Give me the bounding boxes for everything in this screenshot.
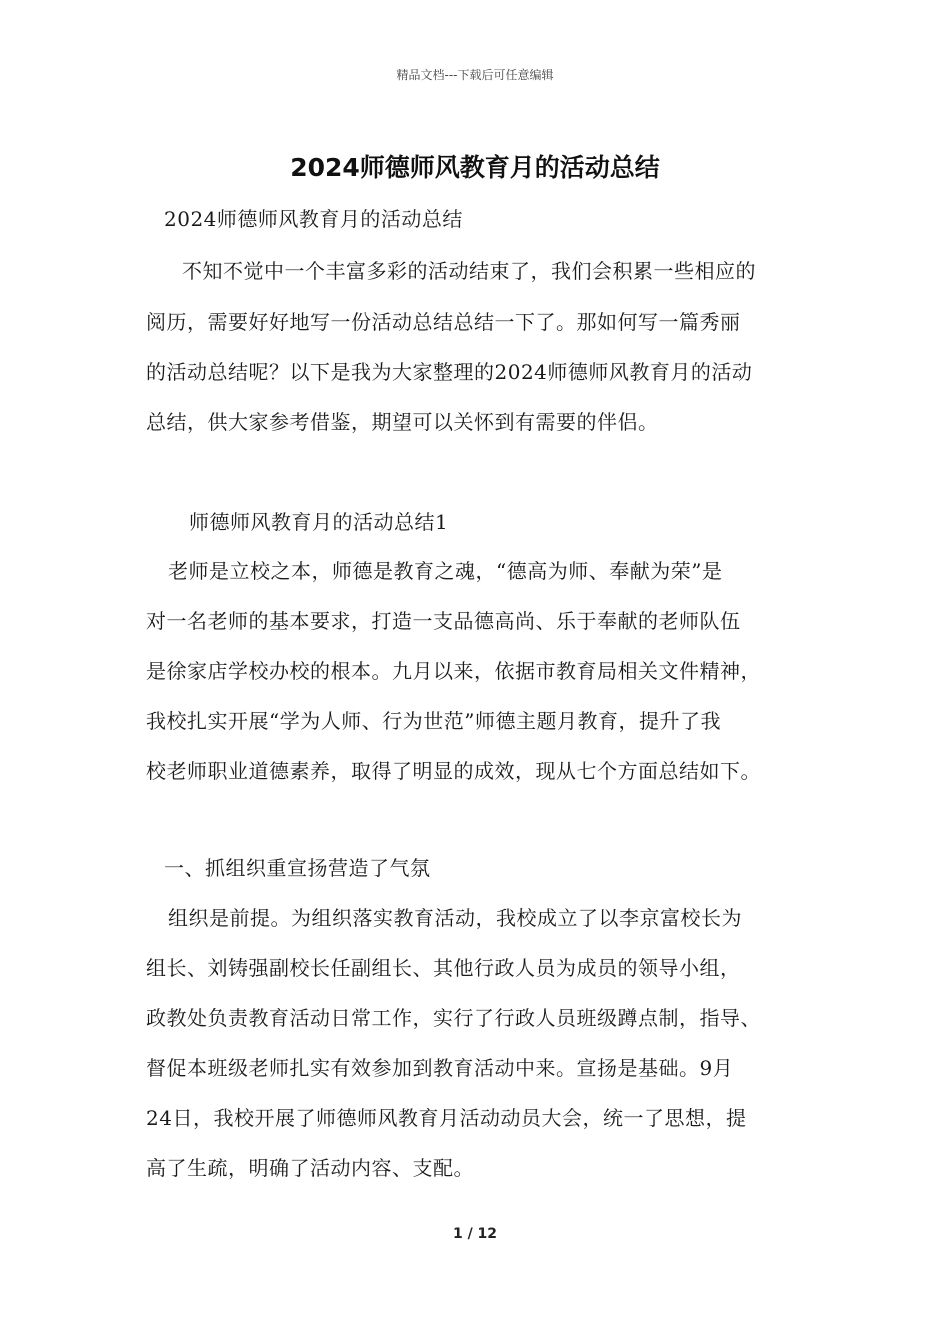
paragraph-line: 对一名老师的基本要求，打造一支品德高尚、乐于奉献的老师队伍 <box>146 609 741 633</box>
page-number: 1 / 12 <box>452 1226 498 1242</box>
subtitle-line: 2024师德师风教育月的活动总结 <box>164 207 463 231</box>
section-heading: 师德师风教育月的活动总结1 <box>189 510 449 534</box>
paragraph-line: 高了生疏，明确了活动内容、支配。 <box>146 1156 474 1180</box>
paragraph-line: 阅历，需要好好地写一份活动总结总结一下了。那如何写一篇秀丽 <box>146 310 741 334</box>
paragraph-line: 总结，供大家参考借鉴，期望可以关怀到有需要的伴侣。 <box>146 410 659 434</box>
paragraph-line: 组长、刘铸强副校长任副组长、其他行政人员为成员的领导小组， <box>146 956 741 980</box>
paragraph-line: 是徐家店学校办校的根本。九月以来，依据市教育局相关文件精神， <box>146 659 761 683</box>
paragraph-line: 督促本班级老师扎实有效参加到教育活动中来。宣扬是基础。9月 <box>146 1056 734 1080</box>
section-heading: 一、抓组织重宣扬营造了气氛 <box>164 856 431 880</box>
paragraph-line: 不知不觉中一个丰富多彩的活动结束了，我们会积累一些相应的 <box>182 259 756 283</box>
document-title: 2024师德师风教育月的活动总结 <box>290 153 660 182</box>
paragraph-line: 24日，我校开展了师德师风教育月活动动员大会，统一了思想，提 <box>146 1106 747 1130</box>
paragraph-line: 校老师职业道德素养，取得了明显的成效，现从七个方面总结如下。 <box>146 759 761 783</box>
header-note: 精品文档---下载后可任意编辑 <box>396 68 554 82</box>
paragraph-line: 政教处负责教育活动日常工作，实行了行政人员班级蹲点制，指导、 <box>146 1006 761 1030</box>
paragraph-line: 老师是立校之本，师德是教育之魂，“德高为师、奉献为荣”是 <box>168 559 723 583</box>
paragraph-line: 我校扎实开展“学为人师、行为世范”师德主题月教育，提升了我 <box>146 709 721 733</box>
paragraph-line: 组织是前提。为组织落实教育活动，我校成立了以李京富校长为 <box>168 906 742 930</box>
paragraph-line: 的活动总结呢？以下是我为大家整理的2024师德师风教育月的活动 <box>146 360 753 384</box>
